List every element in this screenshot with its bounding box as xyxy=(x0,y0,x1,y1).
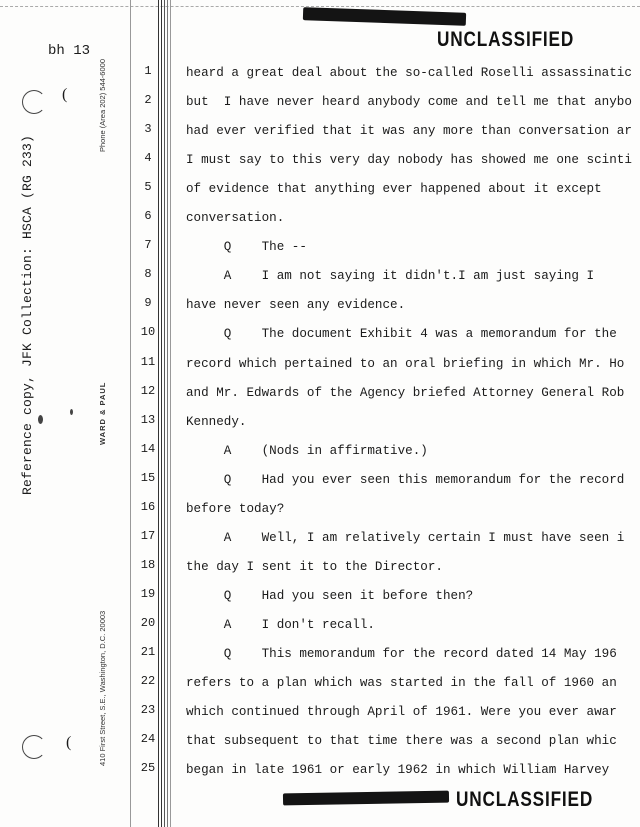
scan-speck xyxy=(70,409,73,415)
reporter-address: 410 First Street, S.E., Washington, D.C. 20003 xyxy=(98,610,107,766)
reporter-firm: WARD & PAUL xyxy=(98,381,107,445)
line-number: 15 xyxy=(140,470,156,485)
margin-rule xyxy=(164,0,165,827)
transcript-line: A (Nods in affirmative.) xyxy=(186,443,428,458)
line-number: 25 xyxy=(140,761,156,776)
line-number: 14 xyxy=(140,441,156,456)
line-number: 10 xyxy=(140,325,156,340)
transcript-line: A I don't recall. xyxy=(186,617,375,632)
redaction-bar xyxy=(283,791,449,806)
line-number: 7 xyxy=(144,238,152,253)
scan-speck xyxy=(38,415,43,424)
punch-hole-icon xyxy=(22,735,46,759)
line-number: 19 xyxy=(140,586,156,601)
transcript-line: Kennedy. xyxy=(186,414,247,429)
page-id: bh 13 xyxy=(48,43,91,59)
transcript-line: refers to a plan which was started in the fall of 1960 an xyxy=(186,676,617,691)
transcript-line: A Well, I am relatively certain I must have seen i xyxy=(186,530,625,545)
line-number: 18 xyxy=(140,557,156,572)
transcript-line: Q The -- xyxy=(186,240,307,255)
line-number: 3 xyxy=(144,122,152,137)
margin-rule xyxy=(130,0,131,827)
classification-stamp-top: UNCLASSIFIED xyxy=(437,28,575,51)
line-number: 11 xyxy=(140,354,156,369)
transcript-line: Q Had you ever seen this memorandum for the record xyxy=(186,472,625,487)
transcript-line: conversation. xyxy=(186,211,285,226)
transcript-line: record which pertained to an oral briefing in which Mr. Ho xyxy=(186,356,625,371)
line-number: 13 xyxy=(140,412,156,427)
line-number: 2 xyxy=(144,93,152,108)
line-number: 1 xyxy=(144,64,152,78)
transcript-line: A I am not saying it didn't.I am just saying I xyxy=(186,269,595,284)
line-number: 12 xyxy=(140,383,156,398)
transcript-line: and Mr. Edwards of the Agency briefed Attorney General Rob xyxy=(186,385,625,400)
transcript-line: the day I sent it to the Director. xyxy=(186,559,443,574)
transcript-line: I must say to this very day nobody has showed me one scinti xyxy=(186,153,632,168)
line-number: 9 xyxy=(144,296,152,311)
line-number: 23 xyxy=(140,703,156,718)
transcript-line: of evidence that anything ever happened about it except xyxy=(186,182,602,197)
transcript-line: Q Had you seen it before then? xyxy=(186,588,474,603)
transcript-line: before today? xyxy=(186,501,285,516)
line-number: 21 xyxy=(140,645,156,659)
reporter-phone: Phone (Area 202) 544-6000 xyxy=(98,59,107,152)
line-number: 5 xyxy=(144,180,152,195)
margin-mark-icon: ( xyxy=(66,734,72,751)
line-number: 22 xyxy=(140,674,156,689)
transcript-line: that subsequent to that time there was a second plan whic xyxy=(186,734,617,749)
line-number: 8 xyxy=(144,267,152,282)
transcript-line: but I have never heard anybody come and tell me that anybo xyxy=(186,95,632,110)
classification-stamp-bottom: UNCLASSIFIED xyxy=(456,788,594,811)
line-number: 6 xyxy=(144,209,152,224)
margin-rule xyxy=(158,0,159,827)
line-number: 4 xyxy=(144,151,152,166)
transcript-line: had ever verified that it was any more than conversation ar xyxy=(186,124,632,139)
margin-rule xyxy=(167,0,168,827)
line-number: 20 xyxy=(140,615,156,630)
punch-hole-icon xyxy=(22,90,46,114)
transcript-line: which continued through April of 1961. Were you ever awar xyxy=(186,705,617,720)
margin-rule xyxy=(161,0,162,827)
transcript-line: have never seen any evidence. xyxy=(186,298,406,313)
transcript-line: Q This memorandum for the record dated 14 May 196 xyxy=(186,647,617,661)
redaction-bar xyxy=(303,7,466,26)
transcript-line: Q The document Exhibit 4 was a memorandum for the xyxy=(186,327,617,342)
reference-stamp: Reference copy, JFK Collection: HSCA (RG 233) xyxy=(20,134,35,495)
line-number: 17 xyxy=(140,528,156,543)
margin-mark-icon: ( xyxy=(62,86,68,103)
line-number: 24 xyxy=(140,732,156,747)
margin-rule xyxy=(170,0,171,827)
transcript-line: heard a great deal about the so-called Roselli assassinatic xyxy=(186,66,632,80)
transcript-line: began in late 1961 or early 1962 in which William Harvey xyxy=(186,763,610,778)
line-number: 16 xyxy=(140,499,156,514)
